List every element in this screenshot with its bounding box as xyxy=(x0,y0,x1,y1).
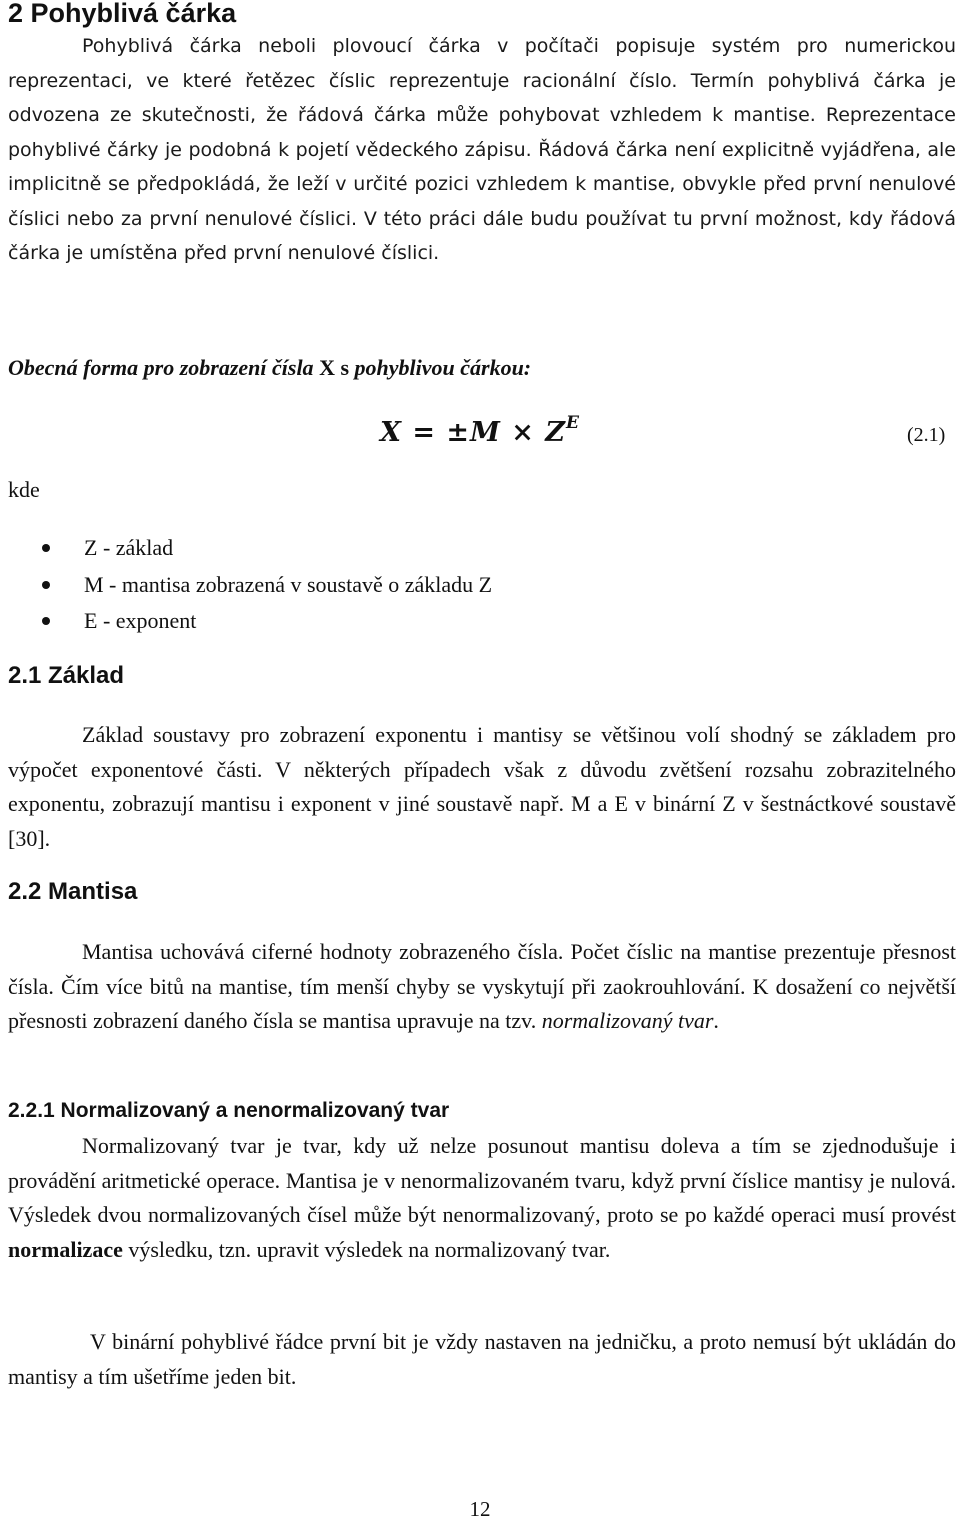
definition-text: E - exponent xyxy=(84,608,197,633)
formula-exponent: E xyxy=(566,413,580,433)
general-form-label-part1: Obecná forma pro zobrazení čísla xyxy=(8,355,314,380)
formula-main: X = ±M × Z xyxy=(380,417,567,448)
definition-item xyxy=(38,530,492,567)
normalization-term: normalizace xyxy=(8,1236,123,1262)
where-label: kde xyxy=(8,477,40,502)
definition-list xyxy=(38,530,492,640)
mantissa-paragraph-end: . xyxy=(713,1008,719,1033)
subsection-heading-base: 2.1 Základ xyxy=(8,662,125,689)
mantissa-paragraph-text: Mantisa uchovává ciferné hodnoty zobrazeného čísla. Počet číslic na mantise prezentuje přesnost čísla. Čím více bitů na mantise, tím menší chyby se vyskytují při zaokrouhlování. K dosažení co největší přesnosti zobrazení daného čísla se mantisa upravuje na tzv. xyxy=(8,939,956,1033)
section-heading: 2 Pohyblivá čárka xyxy=(8,0,237,28)
equation-number: (2.1) xyxy=(907,424,946,446)
subsection-heading-mantissa: 2.2 Mantisa xyxy=(8,878,138,905)
normalized-paragraph-text: Normalizovaný tvar je tvar, kdy už nelze posunout mantisu doleva a tím se zjednodušuje i provádění aritmetické operace. Mantisa je v nenormalizovaném tvaru, když první číslice mantisy je nulová. Výsledek dvou normalizovaných čísel může být nenormalizovaný, proto se po každé operaci musí provést xyxy=(8,1133,956,1227)
definition-item xyxy=(38,603,492,640)
normalized-form-term: normalizovaný tvar xyxy=(541,1008,714,1033)
subsubsection-heading-normalized: 2.2.1 Normalizovaný a nenormalizovaný tvar xyxy=(8,1099,450,1122)
general-form-label-part3: pohyblivou čárkou: xyxy=(354,355,532,380)
definition-item xyxy=(38,567,492,604)
base-paragraph: Základ soustavy pro zobrazení exponentu i mantisy se většinou volí shodný se základem pro výpočet exponentové části. V některých případech však z důvodu zvětšení rozsahu zobrazitelného exponentu, zobrazují mantisu i exponent v jiné soustavě např. M a E v binární Z v šestnáctkové soustavě [30]. xyxy=(8,722,956,851)
intro-paragraph: Pohyblivá čárka neboli plovoucí čárka v počítači popisuje systém pro numerickou reprezentaci, ve které řetězec číslic reprezentuje racionální číslo. Termín pohyblivá čárka je odvozena ze skutečnosti, že řádová čárka může pohybovat vzhledem k mantise. Reprezentace pohyblivé čárky je podobná k pojetí vědeckého zápisu. Řádová čárka není explicitně vyjádřena, ale implicitně se předpokládá, že leží v určité pozici vzhledem k mantise, obvykle před první nenulové číslici nebo za první nenulové číslici. V této práci dále budu používat tu první možnost, kdy řádová čárka je umístěna před první nenulové číslici. xyxy=(8,35,956,264)
general-form-label xyxy=(8,355,531,381)
general-form-label-part2: X s xyxy=(319,355,350,380)
definition-text: M - mantisa zobrazená v soustavě o základu Z xyxy=(84,571,493,597)
bullet-icon xyxy=(42,581,50,589)
bullet-icon xyxy=(42,544,50,552)
page-number: 12 xyxy=(469,1497,491,1521)
definition-text: Z - základ xyxy=(84,535,174,560)
normalized-paragraph-end: výsledku, tzn. upravit výsledek na normalizovaný tvar. xyxy=(128,1236,611,1262)
mantissa-paragraph xyxy=(8,935,956,1039)
floating-point-formula xyxy=(380,413,580,448)
normalized-paragraph xyxy=(8,1129,956,1267)
bullet-icon xyxy=(42,617,50,625)
binary-paragraph: V binární pohyblivé řádce první bit je vždy nastaven na jedničku, a proto nemusí být ukládán do mantisy a tím ušetříme jeden bit. xyxy=(8,1329,956,1389)
